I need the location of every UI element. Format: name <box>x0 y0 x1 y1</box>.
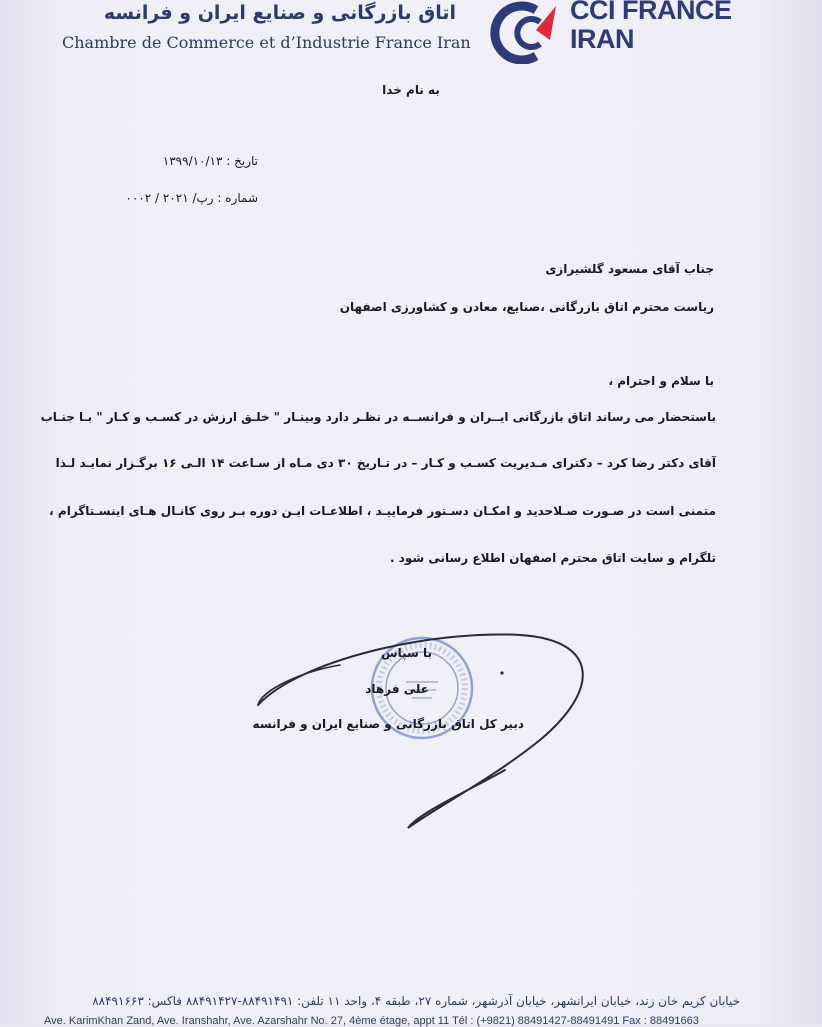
recipient-name: جناب آقای مسعود گلشیرازی <box>545 262 714 276</box>
footer-address-persian: خیابان کریم خان زند، خیابان ایرانشهر، خیابان آذرشهر، شماره ۲۷، طبقه ۴، واحد ۱۱ تلفن: ۸۸۴۹۱۴۹۱-۸۸۴۹۱۴۲۷ فاکس: ۸۸۴۹۱۶۶۳ <box>92 994 740 1008</box>
recipient-title: ریاست محترم اتاق بازرگانی ،صنایع، معادن و کشاورزی اصفهان <box>339 300 714 314</box>
footer-address-french: Ave. KarimKhan Zand, Ave. Iranshahr, Ave. Azarshahr No. 27, 4ème étage, appt 11 Tél : (+9821) 88491427-88491491 Fax : 88491663 <box>44 1015 699 1027</box>
cci-logo-wordmark <box>570 0 732 54</box>
header-title-persian: اتاق بازرگانی و صنایع ایران و فرانسه <box>103 2 456 24</box>
signatory-position: دبیر کل اتاق بازرگانی و صنایع ایران و فرانسه <box>252 717 524 731</box>
logo-line-1: CCI FRANCE <box>570 0 732 25</box>
signatory-name: علی فرهاد <box>365 682 429 696</box>
header-title-french: Chambre de Commerce et d’Industrie France Iran <box>62 33 471 52</box>
logo-line-2: IRAN <box>570 24 634 54</box>
letter-date: تاریخ : ۱۳۹۹/۱۰/۱۳ <box>162 154 258 168</box>
greeting: با سلام و احترام ، <box>608 374 714 388</box>
cci-logo-icon <box>484 0 560 64</box>
letter-number: شماره : رپ/ ۲۰۲۱ / ۰۰۰۲ <box>125 191 258 205</box>
bismillah: به نام خدا <box>382 83 440 97</box>
body-line-1: باستحضار می رساند اتاق بازرگانی ایــران و فرانســه در نظـر دارد وبینـار " خلـق ارزش در کسـب و کـار " بـا جنـاب <box>40 410 716 424</box>
body-line-2: آقای دکتر رضا کرد – دکترای مـدیریت کسـب و کـار – در تـاریخ ۳۰ دی مـاه از سـاعت ۱۴ الـی ۱۶ برگـزار نمایـد لـذا <box>55 456 716 470</box>
signature-closing: با سپاس <box>381 646 432 660</box>
body-line-3: متمنی است در صـورت صـلاحدید و امکـان دسـتور فرماییـد ، اطلاعـات ایـن دوره بـر روی کانـال هـای اینسـتاگرام ، <box>49 504 716 518</box>
body-line-4: تلگرام و سایت اتاق محترم اصفهان اطلاع رسانی شود . <box>389 551 716 565</box>
